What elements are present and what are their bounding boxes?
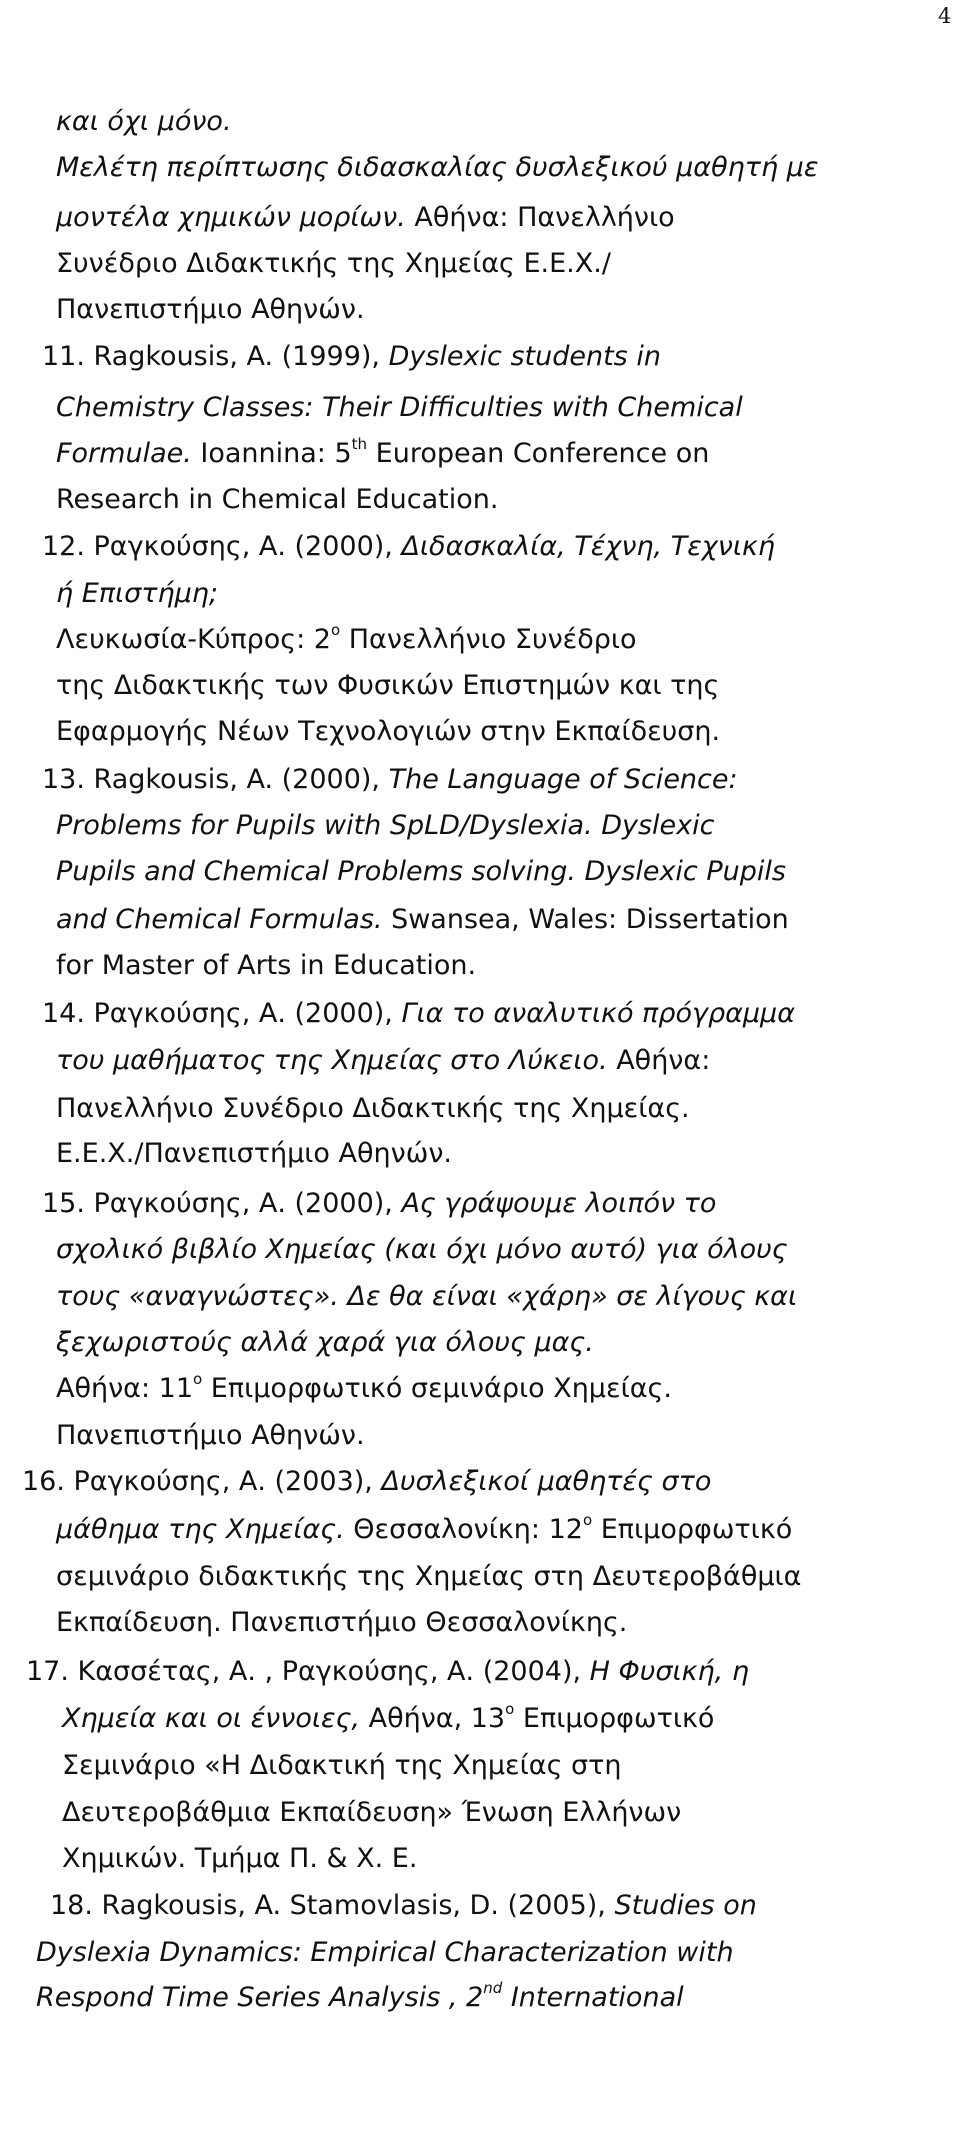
text-line: [56, 1234, 788, 1266]
text-line: [56, 856, 786, 888]
text-segment: Χημεία και οι έννοιες,: [62, 1703, 361, 1734]
text-segment: Διδασκαλία, Τέχνη, Τεχνική: [401, 531, 776, 562]
superscript: th: [351, 435, 368, 453]
text-segment: του μαθήματος της Χημείας στο Λύκειο.: [56, 1045, 608, 1076]
text-segment: Πανεπιστήμιο Αθηνών.: [56, 1420, 365, 1451]
text-line: [56, 1607, 627, 1639]
superscript: nd: [483, 1979, 503, 1997]
text-segment: Formulae.: [56, 438, 192, 469]
text-line: [56, 1327, 594, 1359]
text-segment: Πανελλήνιο Συνέδριο Διδακτικής της Χημείας.: [56, 1093, 690, 1124]
text-segment: Η Φυσική, η: [589, 1656, 749, 1687]
text-segment: Studies on: [614, 1890, 757, 1921]
text-segment: Λευκωσία-Κύπρος: 2: [56, 624, 331, 655]
superscript: ο: [582, 1511, 593, 1529]
text-line: [62, 1700, 715, 1735]
text-line: [56, 578, 218, 610]
text-segment: της Διδακτικής των Φυσικών Επιστημών και της: [56, 670, 720, 701]
text-segment: Chemistry Classes: Their Difficulties with Chemical: [56, 392, 743, 423]
text-segment: Swansea, Wales: Dissertation: [382, 904, 789, 935]
text-segment: 16. Ραγκούσης, Α. (2003),: [22, 1466, 382, 1497]
text-line: [56, 950, 476, 982]
text-segment: σεμινάριο διδακτικής της Χημείας στη Δευτεροβάθμια: [56, 1561, 802, 1592]
text-segment: Research in Chemical Education.: [56, 484, 499, 515]
text-segment: Ioannina: 5: [191, 438, 352, 469]
text-segment: Μελέτη περίπτωσης διδασκαλίας δυσλεξικού μαθητή με: [56, 152, 819, 183]
text-line: [56, 670, 719, 702]
text-segment: Δυσλεξικοί μαθητές στο: [381, 1466, 712, 1497]
text-segment: The Language of Science:: [388, 764, 738, 795]
text-segment: Dyslexic students in: [388, 341, 661, 372]
text-line: [56, 392, 743, 424]
text-line: [56, 106, 232, 138]
text-line: [56, 1281, 797, 1313]
text-segment: Dyslexia Dynamics: Empirical Characterization with: [36, 1937, 734, 1968]
text-segment: μοντέλα χημικών μορίων.: [56, 202, 406, 233]
text-line: [22, 1466, 711, 1498]
superscript: ο: [505, 1700, 515, 1718]
text-segment: Επιμορφωτικό: [514, 1703, 715, 1734]
text-segment: 14. Ραγκούσης, Α. (2000),: [42, 998, 402, 1029]
text-line: [56, 294, 365, 326]
text-segment: Εκπαίδευση. Πανεπιστήμιο Θεσσαλονίκης.: [56, 1607, 628, 1638]
text-segment: Αθήνα: 11: [56, 1373, 194, 1404]
text-line: [56, 484, 498, 516]
text-segment: 13. Ragkousis, A. (2000),: [42, 764, 389, 795]
text-segment: Θεσσαλονίκη: 12: [344, 1514, 583, 1545]
text-segment: International: [502, 1982, 684, 2013]
page-number: 4: [938, 4, 952, 28]
text-line: [56, 248, 611, 280]
text-segment: 15. Ραγκούσης, Α. (2000),: [42, 1188, 402, 1219]
text-segment: μάθημα της Χημείας.: [56, 1514, 345, 1545]
text-line: [42, 1188, 716, 1220]
text-segment: Pupils and Chemical Problems solving. Dyslexic Pupils: [56, 856, 786, 887]
text-line: [56, 1045, 710, 1077]
text-segment: ξεχωριστούς αλλά χαρά για όλους μας.: [56, 1327, 594, 1358]
text-line: [36, 1937, 734, 1969]
text-segment: τους «αναγνώστες». Δε θα είναι «χάρη» σε λίγους και: [56, 1281, 798, 1312]
text-line: [56, 1420, 365, 1452]
text-line: [42, 998, 795, 1030]
text-segment: Respond Time Series Analysis , 2: [36, 1982, 484, 2013]
superscript: ο: [193, 1370, 203, 1388]
text-segment: και όχι μόνο.: [56, 106, 232, 137]
text-segment: European Conference on: [367, 438, 710, 469]
text-segment: Αθήνα:: [607, 1045, 711, 1076]
text-line: [50, 1890, 757, 1922]
text-segment: Δευτεροβάθμια Εκπαίδευση» Ένωση Ελλήνων: [62, 1797, 682, 1828]
text-segment: Χημικών. Τμήμα Π. & Χ. Ε.: [62, 1843, 418, 1874]
text-segment: Ας γράψουμε λοιπόν το: [401, 1188, 717, 1219]
text-line: [56, 1093, 690, 1125]
text-segment: 18. Ragkousis, A. Stamovlasis, D. (2005),: [50, 1890, 615, 1921]
text-segment: Αθήνα: Πανελλήνιο: [405, 202, 675, 233]
text-segment: Σεμινάριο «Η Διδακτική της Χημείας στη: [62, 1750, 622, 1781]
text-line: [56, 904, 789, 936]
text-segment: Συνέδριο Διδακτικής της Χημείας Ε.Ε.Χ./: [56, 248, 611, 279]
text-segment: and Chemical Formulas.: [56, 904, 383, 935]
text-segment: Problems for Pupils with SpLD/Dyslexia. Dyslexic: [56, 810, 715, 841]
text-line: [62, 1797, 681, 1829]
text-line: [56, 1370, 672, 1405]
text-segment: Για το αναλυτικό πρόγραμμα: [401, 998, 796, 1029]
text-segment: Επιμορφωτικό: [592, 1514, 793, 1545]
text-segment: Εφαρμογής Νέων Τεχνολογιών στην Εκπαίδευση.: [56, 716, 721, 747]
text-segment: 12. Ραγκούσης, Α. (2000),: [42, 531, 402, 562]
text-line: [56, 810, 714, 842]
text-segment: for Master of Arts in Education.: [56, 950, 477, 981]
text-segment: Πανεπιστήμιο Αθηνών.: [56, 294, 365, 325]
text-line: [56, 1511, 793, 1546]
text-segment: ή Επιστήμη;: [56, 578, 219, 609]
text-segment: 11. Ragkousis, A. (1999),: [42, 341, 389, 372]
text-segment: Επιμορφωτικό σεμινάριο Χημείας.: [202, 1373, 672, 1404]
text-line: [56, 1138, 452, 1170]
text-line: [42, 764, 738, 796]
text-line: [42, 531, 775, 563]
text-line: [62, 1843, 417, 1875]
text-line: [56, 152, 818, 184]
text-line: [62, 1750, 622, 1782]
text-line: [56, 716, 720, 748]
text-line: [56, 202, 675, 234]
text-line: [56, 621, 637, 656]
text-segment: Ε.Ε.Χ./Πανεπιστήμιο Αθηνών.: [56, 1138, 452, 1169]
text-line: [56, 435, 710, 470]
text-line: [42, 341, 661, 373]
superscript: ο: [330, 621, 341, 639]
text-segment: Αθήνα, 13: [360, 1703, 506, 1734]
text-segment: Πανελλήνιο Συνέδριο: [340, 624, 637, 655]
text-line: [56, 1561, 801, 1593]
text-line: [36, 1979, 684, 2014]
text-segment: 17. Κασσέτας, Α. , Ραγκούσης, Α. (2004),: [26, 1656, 590, 1687]
text-line: [26, 1656, 749, 1688]
text-segment: σχολικό βιβλίο Χημείας (και όχι μόνο αυτό) για όλους: [56, 1234, 788, 1265]
